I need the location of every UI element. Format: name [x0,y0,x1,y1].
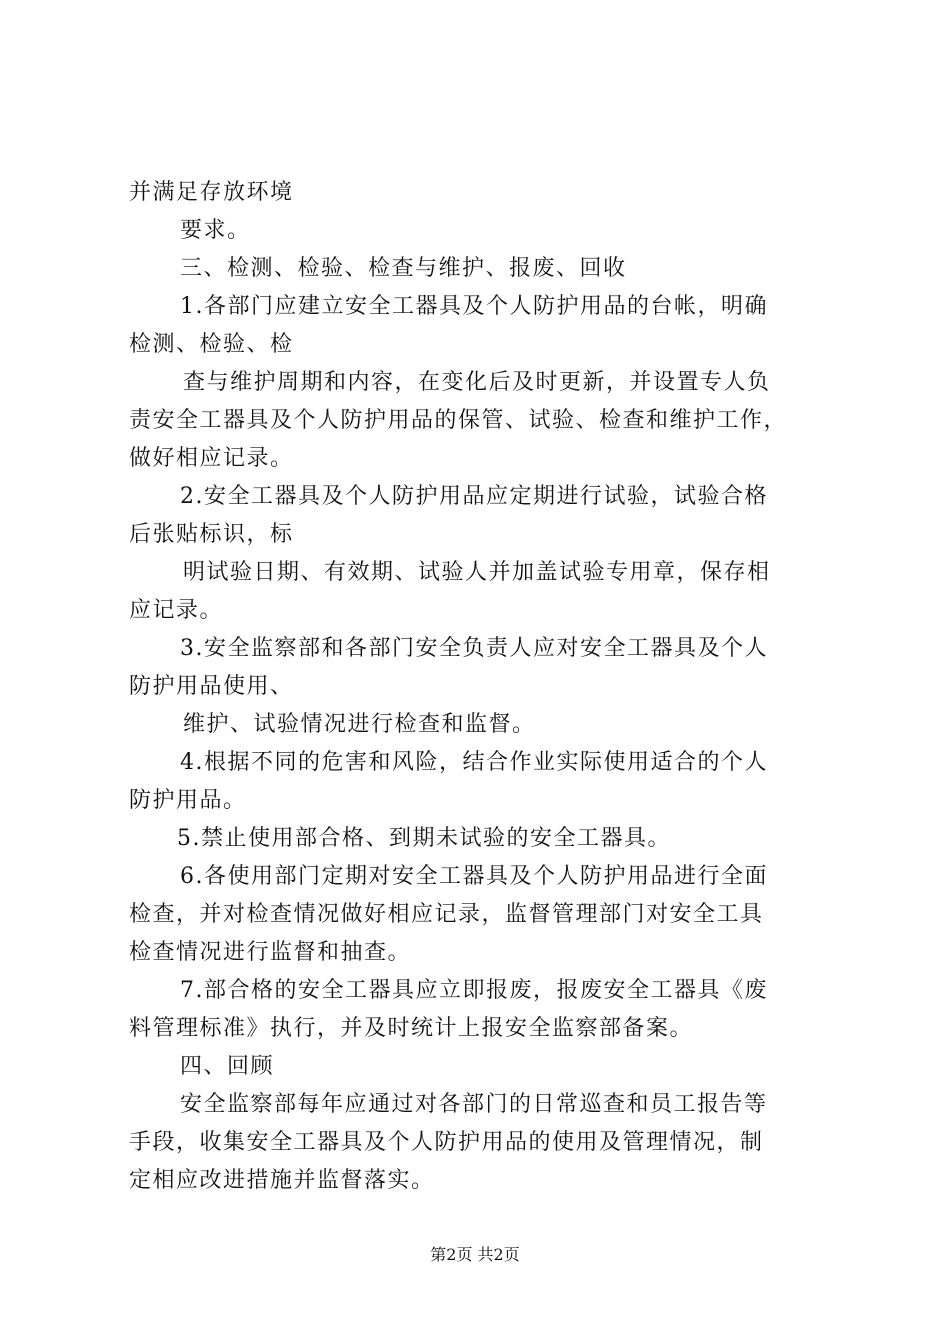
text-line: 6.各使用部门定期对安全工器具及个人防护用品进行全面 [180,864,768,889]
text-line: 四、回顾 [180,1054,275,1079]
text-line: 并满足存放环境 [129,180,294,205]
text-line: 防护用品。 [129,788,247,813]
text-line: 3.安全监察部和各部门安全负责人应对安全工器具及个人 [180,636,768,661]
text-line: 安全监察部每年应通过对各部门的日常巡查和员工报告等 [180,1092,768,1117]
text-line: 应记录。 [129,598,224,623]
text-line: 7.部合格的安全工器具应立即报废，报废安全工器具《废 [180,978,768,1003]
text-line: 防护用品使用、 [129,674,294,699]
text-line: 明试验日期、有效期、试验人并加盖试验专用章，保存相 [183,560,771,585]
text-line: 后张贴标识，标 [129,522,294,547]
text-line: 查与维护周期和内容，在变化后及时更新，并设置专人负 [183,370,771,395]
text-line: 定相应改进措施并监督落实。 [129,1168,435,1193]
text-line: 检查情况进行监督和抽查。 [129,940,412,965]
text-line: 责安全工器具及个人防护用品的保管、试验、检查和维护工作， [129,408,788,433]
text-line: 5.禁止使用部合格、到期未试验的安全工器具。 [177,826,671,851]
text-line: 4.根据不同的危害和风险，结合作业实际使用适合的个人 [180,750,768,775]
text-line: 维护、试验情况进行检查和监督。 [183,712,536,737]
text-line: 检测、检验、检 [129,332,294,357]
text-line: 要求。 [180,218,251,243]
text-line: 做好相应记录。 [129,446,294,471]
text-line: 手段，收集安全工器具及个人防护用品的使用及管理情况，制 [129,1130,764,1155]
text-line: 检查，并对检查情况做好相应记录，监督管理部门对安全工具 [129,902,764,927]
page-footer: 第2页 共2页 [430,1245,520,1264]
text-line: 料管理标准》执行，并及时统计上报安全监察部备案。 [129,1016,694,1041]
text-line: 1.各部门应建立安全工器具及个人防护用品的台帐，明确 [180,294,768,319]
document-body [129,174,829,1200]
text-line: 三、检测、检验、检查与维护、报废、回收 [180,256,627,281]
text-line: 2.安全工器具及个人防护用品应定期进行试验，试验合格 [180,484,768,509]
